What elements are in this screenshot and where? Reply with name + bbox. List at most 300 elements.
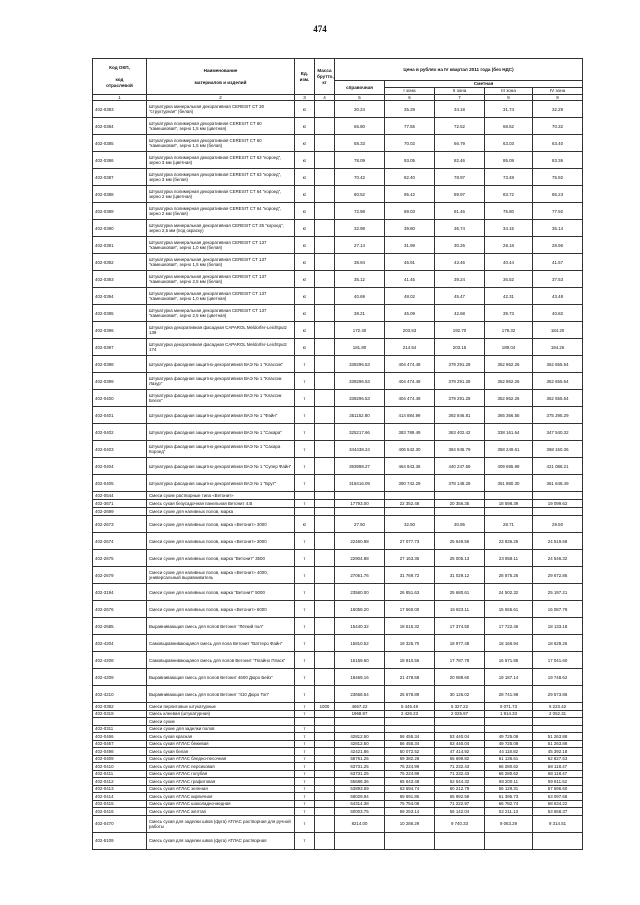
row-unit: кг (295, 152, 315, 169)
row-code: 402-0400 (93, 390, 147, 407)
row-price-zone-2: 89.97 (435, 186, 485, 203)
row-name: Выравнивающая смесь для полов Ветонит "410 Дюро Топ" (147, 686, 295, 703)
row-price-zone-3: 23 836.25 (485, 533, 533, 550)
row-price-zone-1: 82.40 (385, 169, 435, 186)
row-code: 402-4208 (93, 652, 147, 669)
row-price-zone-4: 37.53 (533, 271, 583, 288)
row-unit: т (295, 703, 315, 711)
row-price-zone-2: 71 232.43 (435, 770, 485, 778)
row-price-zone-1: 2 426.23 (385, 710, 435, 718)
price-table (92, 58, 583, 850)
row-code: 402-0404 (93, 458, 147, 475)
row-mass: 1000 (315, 703, 335, 711)
row-mass (315, 808, 335, 816)
row-code: 402-2674 (93, 533, 147, 550)
row-price-zone-4 (533, 508, 583, 516)
row-price-zone-2: 53 440.04 (435, 733, 485, 741)
row-price-zone-3: 49 725.08 (485, 740, 533, 748)
row-price-zone-2 (435, 718, 485, 726)
row-price-zone-3: 352 862.26 (485, 373, 533, 390)
table-row (93, 322, 583, 339)
row-price-reference: 351152.80 (335, 407, 385, 424)
row-price-zone-2: 30.26 (435, 237, 485, 254)
table-row (93, 500, 583, 508)
row-mass (315, 203, 335, 220)
row-code: 402-0385 (93, 135, 147, 152)
row-price-zone-3: 409 695.99 (485, 458, 533, 475)
row-price-reference: 70.42 (335, 169, 385, 186)
row-mass (315, 635, 335, 652)
row-price-zone-1: 89.03 (385, 203, 435, 220)
row-price-reference: 23658.54 (335, 686, 385, 703)
row-price-reference: 65.80 (335, 118, 385, 135)
row-unit: т (295, 800, 315, 808)
row-price-zone-4: 59 811.52 (533, 778, 583, 786)
row-unit: т (295, 808, 315, 816)
row-price-zone-2: 78.97 (435, 169, 485, 186)
row-price-zone-1: 25 678.89 (385, 686, 435, 703)
row-code (93, 718, 147, 726)
row-mass (315, 322, 335, 339)
row-code: 402-2673 (93, 516, 147, 533)
row-name: Штукатурка фасадная защитно-декоративная ВАЭ № 1 "Классик Лазур" (147, 373, 295, 390)
row-price-reference: 42421.86 (335, 748, 385, 756)
row-code: 402-0392 (93, 254, 147, 271)
row-price-reference: 181.80 (335, 339, 385, 356)
row-code: 402-0401 (93, 407, 147, 424)
row-price-zone-2: 379 291.28 (435, 356, 485, 373)
row-price-zone-2: 25 649.56 (435, 533, 485, 550)
row-name: Смеси сухие для наливных полов, марка «Ветонит» 3000 (147, 533, 295, 550)
row-name: Смесь сухая АТЛАС персиковая (147, 763, 295, 771)
row-price-zone-3: 52 211.13 (485, 808, 533, 816)
row-name: Смесь клеевая (штукатурная) (147, 710, 295, 718)
table-row (93, 186, 583, 203)
row-mass (315, 339, 335, 356)
table-row (93, 800, 583, 808)
row-name: Штукатурка фасадная защитно-декоративная ВАЭ № 1 "Супер Файн" (147, 458, 295, 475)
row-price-zone-2: 82.46 (435, 152, 485, 169)
table-row (93, 271, 583, 288)
row-unit: т (295, 567, 315, 584)
row-price-zone-3 (485, 725, 533, 733)
row-mass (315, 356, 335, 373)
table-row (93, 652, 583, 669)
row-unit: кг (295, 254, 315, 271)
row-price-zone-2 (435, 508, 485, 516)
row-price-zone-4: 29 573.86 (533, 686, 583, 703)
row-price-zone-4: 43.48 (533, 288, 583, 305)
col-number: 9 (533, 95, 583, 101)
row-mass (315, 725, 335, 733)
row-price-reference: 64314.38 (335, 800, 385, 808)
row-mass (315, 793, 335, 801)
row-price-zone-3: 5 071.73 (485, 703, 533, 711)
row-price-zone-3: 73.48 (485, 169, 533, 186)
row-price-zone-2: 5 327.22 (435, 703, 485, 711)
row-price-reference (335, 508, 385, 516)
row-code: 402-0395 (93, 305, 147, 322)
row-price-zone-4: 51 263.88 (533, 733, 583, 741)
row-price-zone-1: 404 474.48 (385, 356, 435, 373)
row-code: 402-0416 (93, 808, 147, 816)
row-price-zone-4: 361 648.49 (533, 475, 583, 492)
table-row (93, 288, 583, 305)
row-name: Смеси сухие для наливных полов, марка «Ветонит» 4000, универсальный выравниватель (147, 567, 295, 584)
row-mass (315, 407, 335, 424)
row-price-reference: 344438.24 (335, 441, 385, 458)
row-price-zone-1: 45.09 (385, 305, 435, 322)
row-unit: т (295, 533, 315, 550)
row-price-reference: 72.98 (335, 203, 385, 220)
row-price-zone-2 (435, 832, 485, 849)
row-price-zone-2: 42.68 (435, 305, 485, 322)
row-price-reference: 38.94 (335, 254, 385, 271)
row-price-reference: 42812.50 (335, 733, 385, 741)
row-price-zone-3: 44 118.82 (485, 748, 533, 756)
row-price-zone-4: 57 696.60 (533, 785, 583, 793)
row-price-zone-2: 20 089.60 (435, 669, 485, 686)
row-code: 402-0387 (93, 169, 147, 186)
row-unit: т (295, 710, 315, 718)
row-price-zone-1: 203.53 (385, 322, 435, 339)
row-price-zone-4: 18 133.18 (533, 618, 583, 635)
row-price-zone-3: 36.52 (485, 271, 533, 288)
row-price-zone-2 (435, 492, 485, 500)
table-row (93, 785, 583, 793)
row-price-zone-4: 18 629.26 (533, 635, 583, 652)
row-price-zone-2: 379 291.28 (435, 373, 485, 390)
row-price-zone-4: 35.14 (533, 220, 583, 237)
row-price-reference: 4667.22 (335, 703, 385, 711)
row-code: 402-0394 (93, 288, 147, 305)
row-code: 402-0319 (93, 710, 147, 718)
row-price-zone-1: 414 884.99 (385, 407, 435, 424)
row-price-zone-2: 36.74 (435, 220, 485, 237)
row-price-zone-3: 16 571.85 (485, 652, 533, 669)
row-price-zone-4: 29.50 (533, 516, 583, 533)
table-body (93, 101, 583, 850)
row-price-zone-4: 2 052.31 (533, 710, 583, 718)
row-name: Смесь сухая АТЛАС голубая (147, 770, 295, 778)
row-code: 402-0412 (93, 778, 147, 786)
row-name: Штукатурка минеральная декоративная CERESIT CT 137 "камешковая", зерно 2,5 мм (белая) (147, 271, 295, 288)
row-name: Смесь сухая красная (147, 733, 295, 741)
row-price-reference: 339296.53 (335, 390, 385, 407)
row-price-zone-3: 28 875.26 (485, 567, 533, 584)
row-name: Смесь сухая белая (147, 748, 295, 756)
row-price-zone-3: 66 782.74 (485, 800, 533, 808)
row-code: 402-0386 (93, 152, 147, 169)
row-price-reference: 8214.00 (335, 815, 385, 832)
row-price-zone-1: 41.45 (385, 271, 435, 288)
row-price-zone-4: 86.23 (533, 186, 583, 203)
row-price-zone-2: 17 787.78 (435, 652, 485, 669)
row-unit: кг (295, 339, 315, 356)
table-row (93, 458, 583, 475)
row-name: Штукатурка полимерная декоративная CERESIT CT 64 "короед", зерно 2 мм (цветная) (147, 186, 295, 203)
row-price-zone-1: 95.42 (385, 186, 435, 203)
row-price-zone-4: 421 088.21 (533, 458, 583, 475)
row-price-reference (335, 718, 385, 726)
row-name: Смесь сухая безусадочная панельная Ветонит 4.В (147, 500, 295, 508)
row-name: Штукатурка декоративная фасадная CAPAROL Meldorfer-Leichtputz 139 (147, 322, 295, 339)
row-mass (315, 254, 335, 271)
table-row (93, 356, 583, 373)
table-row (93, 550, 583, 567)
col-number: 6 (385, 95, 435, 101)
row-price-zone-4: 70.32 (533, 118, 583, 135)
row-name: Смесь сухая АТЛАС кирпичная (147, 793, 295, 801)
row-unit (295, 718, 315, 726)
row-code: 402-0383 (93, 101, 147, 118)
row-price-zone-1: 404 474.48 (385, 390, 435, 407)
header-spravochnaya: справочная (335, 81, 385, 95)
row-mass (315, 516, 335, 533)
row-price-zone-4 (533, 718, 583, 726)
row-price-zone-3: 23 858.11 (485, 550, 533, 567)
row-code: 402-0389 (93, 203, 147, 220)
row-price-zone-3: 66 280.62 (485, 770, 533, 778)
table-row (93, 135, 583, 152)
row-code: 402-2676 (93, 601, 147, 618)
row-mass (315, 748, 335, 756)
row-price-zone-2: 62 544.32 (435, 778, 485, 786)
row-mass (315, 550, 335, 567)
row-name: Штукатурка минеральная декоративная CERESIT CT 35 "короед", зерно 2,5 мм (под окраску) (147, 220, 295, 237)
row-mass (315, 458, 335, 475)
table-row (93, 441, 583, 458)
row-price-zone-3: 63.03 (485, 135, 533, 152)
row-price-zone-3: 352 862.26 (485, 390, 533, 407)
row-mass (315, 770, 335, 778)
row-price-reference: 58.33 (335, 135, 385, 152)
row-unit: т (295, 793, 315, 801)
row-unit: т (295, 778, 315, 786)
row-price-reference: 32.98 (335, 220, 385, 237)
row-price-zone-2 (435, 725, 485, 733)
row-price-zone-2: 71 232.43 (435, 763, 485, 771)
row-price-zone-4: 28.96 (533, 237, 583, 254)
row-price-zone-2: 31 029.12 (435, 567, 485, 584)
row-price-reference: 27.50 (335, 516, 385, 533)
row-mass (315, 652, 335, 669)
table-row (93, 237, 583, 254)
table-row (93, 390, 583, 407)
table-row (93, 220, 583, 237)
row-price-zone-3: 17 722.46 (485, 618, 533, 635)
row-name: Штукатурка полимерная декоративная CERESIT CT 60 "камешковая", зерно 1,5 мм (цветная) (147, 118, 295, 135)
row-unit: т (295, 725, 315, 733)
row-name: Смеси сухие (147, 718, 295, 726)
row-price-zone-2: 25 005.13 (435, 550, 485, 567)
row-price-zone-4: 63 097.68 (533, 793, 583, 801)
row-unit: т (295, 407, 315, 424)
table-row (93, 770, 583, 778)
row-price-zone-2: 72.52 (435, 118, 485, 135)
row-price-zone-3: 28.18 (485, 237, 533, 254)
row-price-zone-1: 383 789.49 (385, 424, 435, 441)
row-price-reference (335, 725, 385, 733)
row-unit: т (295, 748, 315, 756)
table-row (93, 516, 583, 533)
row-code: 402-0544 (93, 492, 147, 500)
row-price-zone-3: 39.73 (485, 305, 533, 322)
row-price-zone-3: 365 366.55 (485, 407, 533, 424)
row-price-reference: 63731.25 (335, 763, 385, 771)
row-price-zone-1: 56 455.34 (385, 733, 435, 741)
row-name: Смеси сухие для заделки полов (147, 725, 295, 733)
row-mass (315, 755, 335, 763)
row-price-zone-3: 85.09 (485, 152, 533, 169)
row-code: 402-0403 (93, 441, 147, 458)
row-price-zone-2: 66.79 (435, 135, 485, 152)
row-mass (315, 152, 335, 169)
row-price-zone-3: 68.52 (485, 118, 533, 135)
row-code: 402-0388 (93, 186, 147, 203)
row-mass (315, 584, 335, 601)
row-name: Штукатурка фасадная защитно-декоративная ВАЭ № 1 "Файн" (147, 407, 295, 424)
row-unit: кг (295, 305, 315, 322)
col-number: 8 (485, 95, 533, 101)
row-price-zone-2: 192.70 (435, 322, 485, 339)
row-price-zone-4: 17 041.60 (533, 652, 583, 669)
row-price-zone-3: 34.15 (485, 220, 533, 237)
row-mass (315, 441, 335, 458)
row-price-reference: 339296.53 (335, 356, 385, 373)
table-row (93, 710, 583, 718)
row-price-reference: 18469.16 (335, 669, 385, 686)
row-price-zone-1: 18 515.32 (385, 618, 435, 635)
header-zone-3: III зона (485, 88, 533, 95)
row-price-zone-4: 41.57 (533, 254, 583, 271)
table-row (93, 686, 583, 703)
table-row (93, 755, 583, 763)
row-unit: т (295, 584, 315, 601)
row-price-zone-2: 65 992.58 (435, 793, 485, 801)
row-price-reference: 59029.94 (335, 793, 385, 801)
row-code: 402-0498 (93, 748, 147, 756)
row-mass (315, 815, 335, 832)
row-name: Штукатурка фасадная защитно-декоративная ВАЭ № 1 "Классик Блеск" (147, 390, 295, 407)
row-unit: т (295, 733, 315, 741)
row-price-zone-4: 68 634.22 (533, 800, 583, 808)
row-price-zone-4: 5 223.42 (533, 703, 583, 711)
row-price-zone-3: 28.71 (485, 516, 533, 533)
row-code: 402-3671 (93, 500, 147, 508)
row-price-zone-1: 464 943.36 (385, 458, 435, 475)
row-price-zone-1: 69 382.28 (385, 755, 435, 763)
table-row (93, 475, 583, 492)
row-price-zone-2: 392 846.81 (435, 407, 485, 424)
row-price-zone-4: 77.92 (533, 203, 583, 220)
row-code: 402-0399 (93, 373, 147, 390)
row-mass (315, 305, 335, 322)
row-name: Смесь сухая для заделки швов (фуга) АТЛАС растворная (147, 832, 295, 849)
row-unit: кг (295, 288, 315, 305)
row-price-reference: 50003.75 (335, 808, 385, 816)
row-code: 402-0467 (93, 740, 147, 748)
row-price-zone-3: 58 200.11 (485, 778, 533, 786)
row-code: 402-0393 (93, 271, 147, 288)
col-number: 4 (315, 95, 335, 101)
row-price-zone-3: 358 249.61 (485, 441, 533, 458)
row-mass (315, 508, 335, 516)
row-name: Смеси сухие для наливных полов, марка "Ветонит" 3500 (147, 550, 295, 567)
row-name: Смесь сухая АТЛАС бледно-песочная (147, 755, 295, 763)
table-row (93, 254, 583, 271)
row-price-zone-2: 440 247.59 (435, 458, 485, 475)
row-price-zone-1: 70.02 (385, 135, 435, 152)
row-mass (315, 169, 335, 186)
row-price-zone-1 (385, 492, 435, 500)
row-unit: т (295, 669, 315, 686)
row-name: Штукатурка минеральная декоративная CERESIT CT 137 "камешковая", зерно 1,5 мм (белая) (147, 254, 295, 271)
row-unit: кг (295, 203, 315, 220)
row-mass (315, 237, 335, 254)
row-price-zone-2: 43.46 (435, 254, 485, 271)
row-price-zone-3: 19 187.14 (485, 669, 533, 686)
row-code: 402-0398 (93, 356, 147, 373)
row-price-zone-3: 40.44 (485, 254, 533, 271)
row-price-reference: 58761.25 (335, 755, 385, 763)
row-price-reference: 17793.00 (335, 500, 385, 508)
page-number: 474 (313, 24, 327, 34)
table-row (93, 832, 583, 849)
row-price-reference: 30.24 (335, 101, 385, 118)
table-row (93, 508, 583, 516)
row-price-zone-3: 61 136.61 (485, 755, 533, 763)
row-price-reference: 27061.76 (335, 567, 385, 584)
row-price-zone-1: 214.54 (385, 339, 435, 356)
row-price-zone-1: 93.05 (385, 152, 435, 169)
row-unit: кг (295, 186, 315, 203)
row-price-zone-1: 5 445.49 (385, 703, 435, 711)
row-code: 402-0405 (93, 475, 147, 492)
row-price-zone-2: 363 402.42 (435, 424, 485, 441)
row-price-reference: 22904.88 (335, 550, 385, 567)
row-code: 402-0470 (93, 815, 147, 832)
row-mass (315, 492, 335, 500)
row-price-zone-1: 75 224.99 (385, 770, 435, 778)
table-row (93, 635, 583, 652)
row-price-zone-1: 77.55 (385, 118, 435, 135)
row-mass (315, 710, 335, 718)
row-price-reference: 27.14 (335, 237, 385, 254)
col-number: 3 (295, 95, 315, 101)
table-row (93, 492, 583, 500)
row-price-reference: 172.40 (335, 322, 385, 339)
row-unit: т (295, 785, 315, 793)
row-price-zone-3 (485, 718, 533, 726)
row-price-zone-4: 51 263.88 (533, 740, 583, 748)
row-unit: т (295, 763, 315, 771)
row-price-zone-3: 179.32 (485, 322, 533, 339)
row-unit: т (295, 618, 315, 635)
row-price-zone-1: 22 352.48 (385, 500, 435, 508)
row-price-zone-1: 31 769.72 (385, 567, 435, 584)
row-price-zone-4: 40.82 (533, 305, 583, 322)
row-price-zone-3: 49 725.08 (485, 733, 533, 741)
row-price-zone-2: 384 945.79 (435, 441, 485, 458)
row-price-reference: 15810.52 (335, 635, 385, 652)
row-price-zone-3: 75.80 (485, 203, 533, 220)
row-unit: кг (295, 237, 315, 254)
row-price-reference: 325217.66 (335, 424, 385, 441)
row-code: 402-0384 (93, 118, 147, 135)
row-price-zone-1: 50 072.52 (385, 748, 435, 756)
table-row (93, 763, 583, 771)
